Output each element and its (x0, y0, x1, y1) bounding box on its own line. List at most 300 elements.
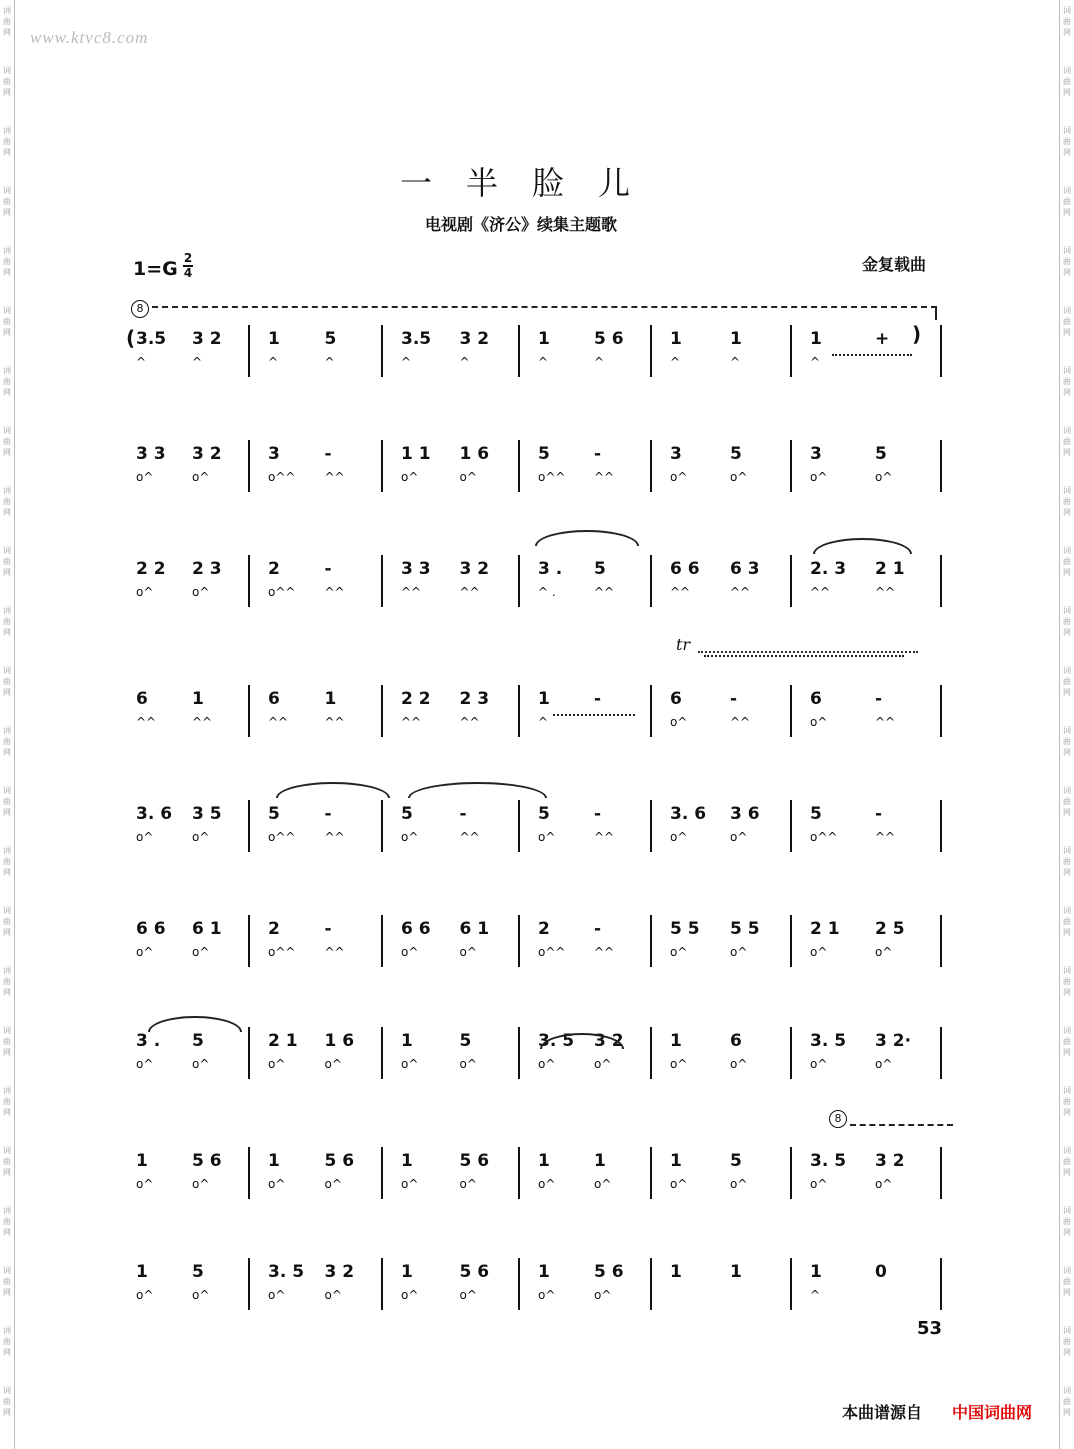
articulation-marks: ^^ (730, 585, 751, 599)
watermark-glyph: 网 (3, 988, 11, 997)
watermark-glyph: 曲 (1063, 557, 1071, 566)
articulation-marks: ^^ (875, 715, 896, 729)
watermark-glyph: 词 (3, 846, 11, 855)
articulation-marks: o^ (459, 470, 477, 484)
note-group: 5 (268, 804, 280, 824)
watermark-glyph: 词 (3, 306, 11, 315)
note-group: 1 6 (324, 1031, 355, 1051)
bar-line (940, 440, 942, 492)
articulation-marks: ^^ (594, 830, 615, 844)
left-watermark-strip (0, 0, 15, 1449)
note-group: 2 (268, 559, 280, 579)
articulation-marks: o^ (730, 1177, 748, 1191)
bar-line (381, 1027, 383, 1079)
bar-line (248, 685, 250, 737)
note-group: 6 6 (401, 919, 431, 939)
bar-line (248, 915, 250, 967)
score-system (130, 1147, 950, 1207)
watermark-glyph: 词 (3, 126, 11, 135)
watermark-glyph: 曲 (1063, 1097, 1071, 1106)
score-system (130, 325, 950, 385)
note-group: 5 (875, 444, 887, 464)
articulation-marks: ^ (136, 355, 147, 369)
note-group: 3.5 (401, 329, 432, 349)
articulation-marks: o^ (401, 1057, 419, 1071)
bar-line (518, 1258, 520, 1310)
watermark-glyph: 词 (1063, 306, 1071, 315)
note-group: 1 (192, 689, 204, 709)
watermark-glyph: 词 (3, 1326, 11, 1335)
watermark-glyph: 词 (1063, 666, 1071, 675)
slur-arc (813, 538, 912, 554)
note-group: 1 (136, 1262, 148, 1282)
note-group: - (324, 919, 332, 939)
watermark-glyph: 曲 (1063, 257, 1071, 266)
articulation-marks: o^ (324, 1057, 342, 1071)
note-group: 6 (268, 689, 280, 709)
articulation-marks: o^ (594, 1057, 612, 1071)
bar-line (790, 1147, 792, 1199)
articulation-marks: o^ (459, 1177, 477, 1191)
note-group: 1 (670, 1151, 682, 1171)
watermark-glyph: 词 (3, 1266, 11, 1275)
watermark-glyph: 网 (1063, 868, 1071, 877)
articulation-marks: o^ (401, 830, 419, 844)
watermark-glyph: 词 (3, 606, 11, 615)
articulation-marks: o^ (810, 1057, 828, 1071)
note-group: 1 (810, 1262, 822, 1282)
score-system (130, 555, 950, 615)
watermark-glyph: 曲 (3, 1397, 11, 1406)
watermark-glyph: 网 (1063, 388, 1071, 397)
articulation-marks: o^ (401, 470, 419, 484)
articulation-marks: ^ (268, 355, 279, 369)
wavy-line (704, 655, 904, 657)
note-group: 2 2 (136, 559, 166, 579)
articulation-marks: ^ (538, 355, 549, 369)
bar-line (790, 440, 792, 492)
note-group: 1 (810, 329, 822, 349)
bar-line (940, 1147, 942, 1199)
articulation-marks: o^ (192, 1177, 210, 1191)
score-system (130, 800, 950, 860)
note-group: - (875, 689, 883, 709)
bar-line (650, 325, 652, 377)
note-group: 1 1 (401, 444, 431, 464)
bar-line (248, 800, 250, 852)
bar-line (940, 325, 942, 377)
score-system (130, 1027, 950, 1087)
articulation-marks: o^ (670, 830, 688, 844)
note-group: 1 (594, 1151, 606, 1171)
note-group: 3 2 (875, 1151, 905, 1171)
bar-line (940, 1258, 942, 1310)
bar-line (518, 1027, 520, 1079)
slur-arc (276, 782, 390, 798)
watermark-glyph: 曲 (3, 1337, 11, 1346)
watermark-glyph: 词 (3, 1086, 11, 1095)
watermark-glyph: 词 (1063, 6, 1071, 15)
watermark-glyph: 词 (1063, 786, 1071, 795)
bar-line (790, 915, 792, 967)
watermark-glyph: 词 (1063, 126, 1071, 135)
watermark-glyph: 词 (3, 1026, 11, 1035)
note-group: 3 . (136, 1031, 161, 1051)
bar-line (790, 1258, 792, 1310)
watermark-glyph: 网 (3, 1048, 11, 1057)
watermark-glyph: 词 (1063, 66, 1071, 75)
articulation-marks: o^ (538, 1288, 556, 1302)
bar-line (381, 800, 383, 852)
note-group: 1 (268, 1151, 280, 1171)
watermark-glyph: 网 (1063, 88, 1071, 97)
articulation-marks: o^ (136, 470, 154, 484)
note-group: 3 (810, 444, 822, 464)
ottava-number: 8 (829, 1110, 847, 1128)
slur-arc (408, 782, 547, 798)
articulation-marks: o^ (268, 1288, 286, 1302)
articulation-marks: o^ (538, 1057, 556, 1071)
watermark-glyph: 网 (3, 1228, 11, 1237)
watermark-glyph: 曲 (1063, 497, 1071, 506)
watermark-glyph: 网 (3, 328, 11, 337)
watermark-glyph: 网 (3, 448, 11, 457)
note-group: 2 (538, 919, 550, 939)
note-group: 2 1 (810, 919, 840, 939)
note-group: 5 (594, 559, 606, 579)
articulation-marks: ^^ (268, 715, 289, 729)
articulation-marks: ^ (670, 355, 681, 369)
watermark-glyph: 曲 (1063, 137, 1071, 146)
watermark-glyph: 词 (1063, 1326, 1071, 1335)
articulation-marks: o^ (401, 1177, 419, 1191)
articulation-marks: o^ (670, 715, 688, 729)
watermark-glyph: 词 (1063, 906, 1071, 915)
watermark-glyph: 曲 (3, 437, 11, 446)
watermark-glyph: 曲 (1063, 1157, 1071, 1166)
note-group: 1 (670, 329, 682, 349)
watermark-glyph: 曲 (1063, 17, 1071, 26)
note-group: 1 (401, 1031, 413, 1051)
watermark-glyph: 词 (3, 726, 11, 735)
watermark-glyph: 词 (3, 666, 11, 675)
articulation-marks: o^ (538, 830, 556, 844)
articulation-marks: o^ (136, 1177, 154, 1191)
bar-line (381, 325, 383, 377)
watermark-glyph: 网 (1063, 448, 1071, 457)
watermark-glyph: 曲 (3, 677, 11, 686)
articulation-marks: o^ (875, 1177, 893, 1191)
ottava-line-top (152, 306, 937, 308)
page-number: 53 (917, 1318, 943, 1339)
bar-line (650, 685, 652, 737)
articulation-marks: ^ (594, 355, 605, 369)
score-system (130, 1258, 950, 1318)
watermark-glyph: 曲 (1063, 1337, 1071, 1346)
watermark-glyph: 词 (3, 6, 11, 15)
watermark-glyph: 曲 (3, 797, 11, 806)
note-group: 3 (268, 444, 280, 464)
watermark-glyph: 词 (1063, 726, 1071, 735)
note-group: 3 . (538, 559, 563, 579)
bar-line (940, 915, 942, 967)
articulation-marks: o^ (136, 1288, 154, 1302)
wavy-line (553, 714, 635, 716)
watermark-glyph: 词 (1063, 1026, 1071, 1035)
note-group: - (324, 559, 332, 579)
watermark-glyph: 曲 (1063, 737, 1071, 746)
articulation-marks: ^^ (136, 715, 157, 729)
watermark-glyph: 网 (1063, 328, 1071, 337)
articulation-marks: ^^ (594, 585, 615, 599)
note-group: 1 (268, 329, 280, 349)
watermark-glyph: 曲 (1063, 1217, 1071, 1226)
bar-line (650, 555, 652, 607)
watermark-glyph: 曲 (1063, 677, 1071, 686)
note-group: 6 (670, 689, 682, 709)
bar-line (940, 800, 942, 852)
note-group: 3 (670, 444, 682, 464)
note-group: 3 2 (594, 1031, 624, 1051)
note-group: 5 (324, 329, 337, 349)
note-group: 5 (538, 804, 550, 824)
watermark-glyph: 曲 (1063, 197, 1071, 206)
watermark-glyph: 曲 (3, 857, 11, 866)
note-group: 5 5 (730, 919, 760, 939)
watermark-glyph: 网 (3, 1288, 11, 1297)
watermark-glyph: 网 (3, 88, 11, 97)
note-group: 3. 5 (538, 1031, 575, 1051)
note-group: 2 5 (875, 919, 905, 939)
watermark-glyph: 词 (1063, 846, 1071, 855)
watermark-glyph: 词 (3, 246, 11, 255)
watermark-glyph: 网 (3, 1108, 11, 1117)
watermark-glyph: 曲 (1063, 917, 1071, 926)
articulation-marks: o^ (730, 830, 748, 844)
footer-site-name: 中国词曲网 (952, 1403, 1033, 1422)
watermark-glyph: 词 (3, 906, 11, 915)
articulation-marks: ^^ (594, 470, 615, 484)
watermark-glyph: 曲 (3, 617, 11, 626)
bar-line (940, 685, 942, 737)
articulation-marks: ^ . (538, 585, 556, 599)
note-group: 1 (730, 1262, 742, 1282)
note-group: 1 (538, 1262, 550, 1282)
watermark-glyph: 网 (3, 1168, 11, 1177)
watermark-glyph: 词 (1063, 606, 1071, 615)
bar-line (790, 555, 792, 607)
articulation-marks: ^^ (594, 945, 615, 959)
note-group: 3 2 (192, 329, 222, 349)
watermark-glyph: 词 (3, 366, 11, 375)
bar-line (248, 1258, 250, 1310)
articulation-marks: o^^ (268, 945, 296, 959)
note-group: 5 6 (192, 1151, 222, 1171)
articulation-marks: o^ (730, 470, 748, 484)
watermark-glyph: 曲 (3, 1097, 11, 1106)
watermark-glyph: 词 (3, 486, 11, 495)
articulation-marks: o^ (810, 470, 828, 484)
watermark-glyph: 曲 (3, 77, 11, 86)
footer-source-label: 本曲谱源自 (842, 1403, 923, 1422)
articulation-marks: o^ (268, 1057, 286, 1071)
bar-line (248, 440, 250, 492)
score-system (130, 440, 950, 500)
watermark-glyph: 词 (1063, 1266, 1071, 1275)
watermark-glyph: 网 (1063, 748, 1071, 757)
articulation-marks: o^ (670, 1057, 688, 1071)
watermark-glyph: 词 (3, 1206, 11, 1215)
bar-line (518, 1147, 520, 1199)
articulation-marks: o^^ (268, 470, 296, 484)
watermark-glyph: 词 (1063, 1086, 1071, 1095)
note-group: 6 1 (459, 919, 490, 939)
bar-line (248, 1147, 250, 1199)
watermark-glyph: 词 (1063, 246, 1071, 255)
watermark-glyph: 曲 (1063, 1277, 1071, 1286)
articulation-marks: o^ (192, 945, 210, 959)
watermark-glyph: 曲 (3, 257, 11, 266)
articulation-marks: o^ (192, 470, 210, 484)
articulation-marks: o^ (670, 945, 688, 959)
note-group: 0 (875, 1262, 887, 1282)
ottava-line-bottom (850, 1124, 953, 1126)
note-group: 1 (136, 1151, 148, 1171)
note-group: 5 (810, 804, 822, 824)
note-group: 2. 3 (810, 559, 847, 579)
watermark-glyph: 网 (1063, 1168, 1071, 1177)
note-group: 2 2 (401, 689, 431, 709)
repeat-paren-open: ( (126, 326, 136, 350)
note-group: 5 5 (670, 919, 700, 939)
note-group: 3 2· (875, 1031, 912, 1051)
note-group: 2 1 (268, 1031, 298, 1051)
bar-line (790, 1027, 792, 1079)
watermark-glyph: 词 (1063, 966, 1071, 975)
bar-line (790, 800, 792, 852)
note-group: 6 (730, 1031, 742, 1051)
watermark-glyph: 词 (3, 186, 11, 195)
articulation-marks: ^^ (324, 585, 345, 599)
note-group: 3. 5 (810, 1151, 847, 1171)
note-group: - (594, 804, 602, 824)
note-group: 2 3 (192, 559, 222, 579)
bar-line (650, 1147, 652, 1199)
articulation-marks: o^ (324, 1177, 342, 1191)
articulation-marks: o^ (594, 1177, 612, 1191)
note-group: 2 1 (875, 559, 905, 579)
articulation-marks: o^^ (268, 585, 296, 599)
note-group: 5 (459, 1031, 472, 1051)
bar-line (381, 1258, 383, 1310)
note-group: 6 1 (192, 919, 222, 939)
note-group: 1 (670, 1031, 682, 1051)
watermark-glyph: 网 (3, 28, 11, 37)
watermark-glyph: 网 (1063, 1228, 1071, 1237)
ottava-mark-top (131, 298, 149, 318)
articulation-marks: o^ (594, 1288, 612, 1302)
repeat-paren-close: ) (912, 322, 922, 346)
articulation-marks: o^ (875, 945, 893, 959)
note-group: - (459, 804, 467, 824)
bar-line (518, 685, 520, 737)
watermark-glyph: 词 (1063, 486, 1071, 495)
watermark-glyph: 词 (3, 786, 11, 795)
watermark-glyph: 曲 (3, 1217, 11, 1226)
ottava-mark-bottom (829, 1108, 847, 1128)
articulation-marks: ^^ (324, 830, 345, 844)
note-group: 5 (192, 1262, 204, 1282)
time-signature (183, 252, 193, 280)
note-group: 5 (730, 444, 742, 464)
articulation-marks: ^^ (459, 715, 480, 729)
note-group: 6 (136, 689, 148, 709)
watermark-glyph: 网 (3, 1348, 11, 1357)
articulation-marks: o^ (192, 1057, 210, 1071)
watermark-glyph: 网 (1063, 688, 1071, 697)
watermark-glyph: 网 (3, 928, 11, 937)
articulation-marks: ^ (810, 1288, 821, 1302)
articulation-marks: ^ (324, 355, 335, 369)
note-group: 5 (538, 444, 550, 464)
note-group: 1 (670, 1262, 682, 1282)
watermark-glyph: 网 (1063, 1108, 1071, 1117)
watermark-glyph: 网 (3, 268, 11, 277)
articulation-marks: ^^ (324, 715, 345, 729)
note-group: 3 2 (459, 329, 490, 349)
note-group: 5 6 (459, 1262, 490, 1282)
articulation-marks: o^ (401, 1288, 419, 1302)
bar-line (248, 1027, 250, 1079)
note-group: 6 6 (136, 919, 166, 939)
watermark-glyph: 网 (1063, 628, 1071, 637)
watermark-glyph: 曲 (1063, 317, 1071, 326)
watermark-glyph: 网 (1063, 928, 1071, 937)
articulation-marks: ^^ (875, 830, 896, 844)
watermark-glyph: 词 (1063, 366, 1071, 375)
articulation-marks: o^ (459, 945, 477, 959)
watermark-glyph: 曲 (1063, 77, 1071, 86)
watermark-glyph: 网 (3, 388, 11, 397)
watermark-glyph: 词 (1063, 546, 1071, 555)
watermark-glyph: 词 (3, 546, 11, 555)
note-group: 1 (730, 329, 742, 349)
note-group: 2 3 (459, 689, 490, 709)
watermark-glyph: 词 (1063, 1386, 1071, 1395)
watermark-glyph: 网 (1063, 28, 1071, 37)
articulation-marks: o^ (538, 1177, 556, 1191)
watermark-glyph: 网 (1063, 1348, 1071, 1357)
watermark-glyph: 曲 (3, 377, 11, 386)
articulation-marks: o^ (670, 1177, 688, 1191)
watermark-glyph: 网 (1063, 568, 1071, 577)
watermark-glyph: 词 (1063, 1146, 1071, 1155)
note-group: 3.5 (136, 329, 167, 349)
articulation-marks: ^ (730, 355, 741, 369)
note-group: 1 6 (459, 444, 490, 464)
bar-line (248, 555, 250, 607)
note-group: - (324, 804, 332, 824)
watermark-glyph: 曲 (3, 317, 11, 326)
note-group: - (594, 919, 602, 939)
site-watermark: www.ktvc8.com (30, 28, 149, 47)
key-signature: 1=G (133, 258, 178, 280)
watermark-glyph: 曲 (3, 737, 11, 746)
articulation-marks: o^ (192, 585, 210, 599)
note-group: 6 6 (670, 559, 700, 579)
note-group: 1 (538, 1151, 550, 1171)
articulation-marks: ^ (459, 355, 470, 369)
